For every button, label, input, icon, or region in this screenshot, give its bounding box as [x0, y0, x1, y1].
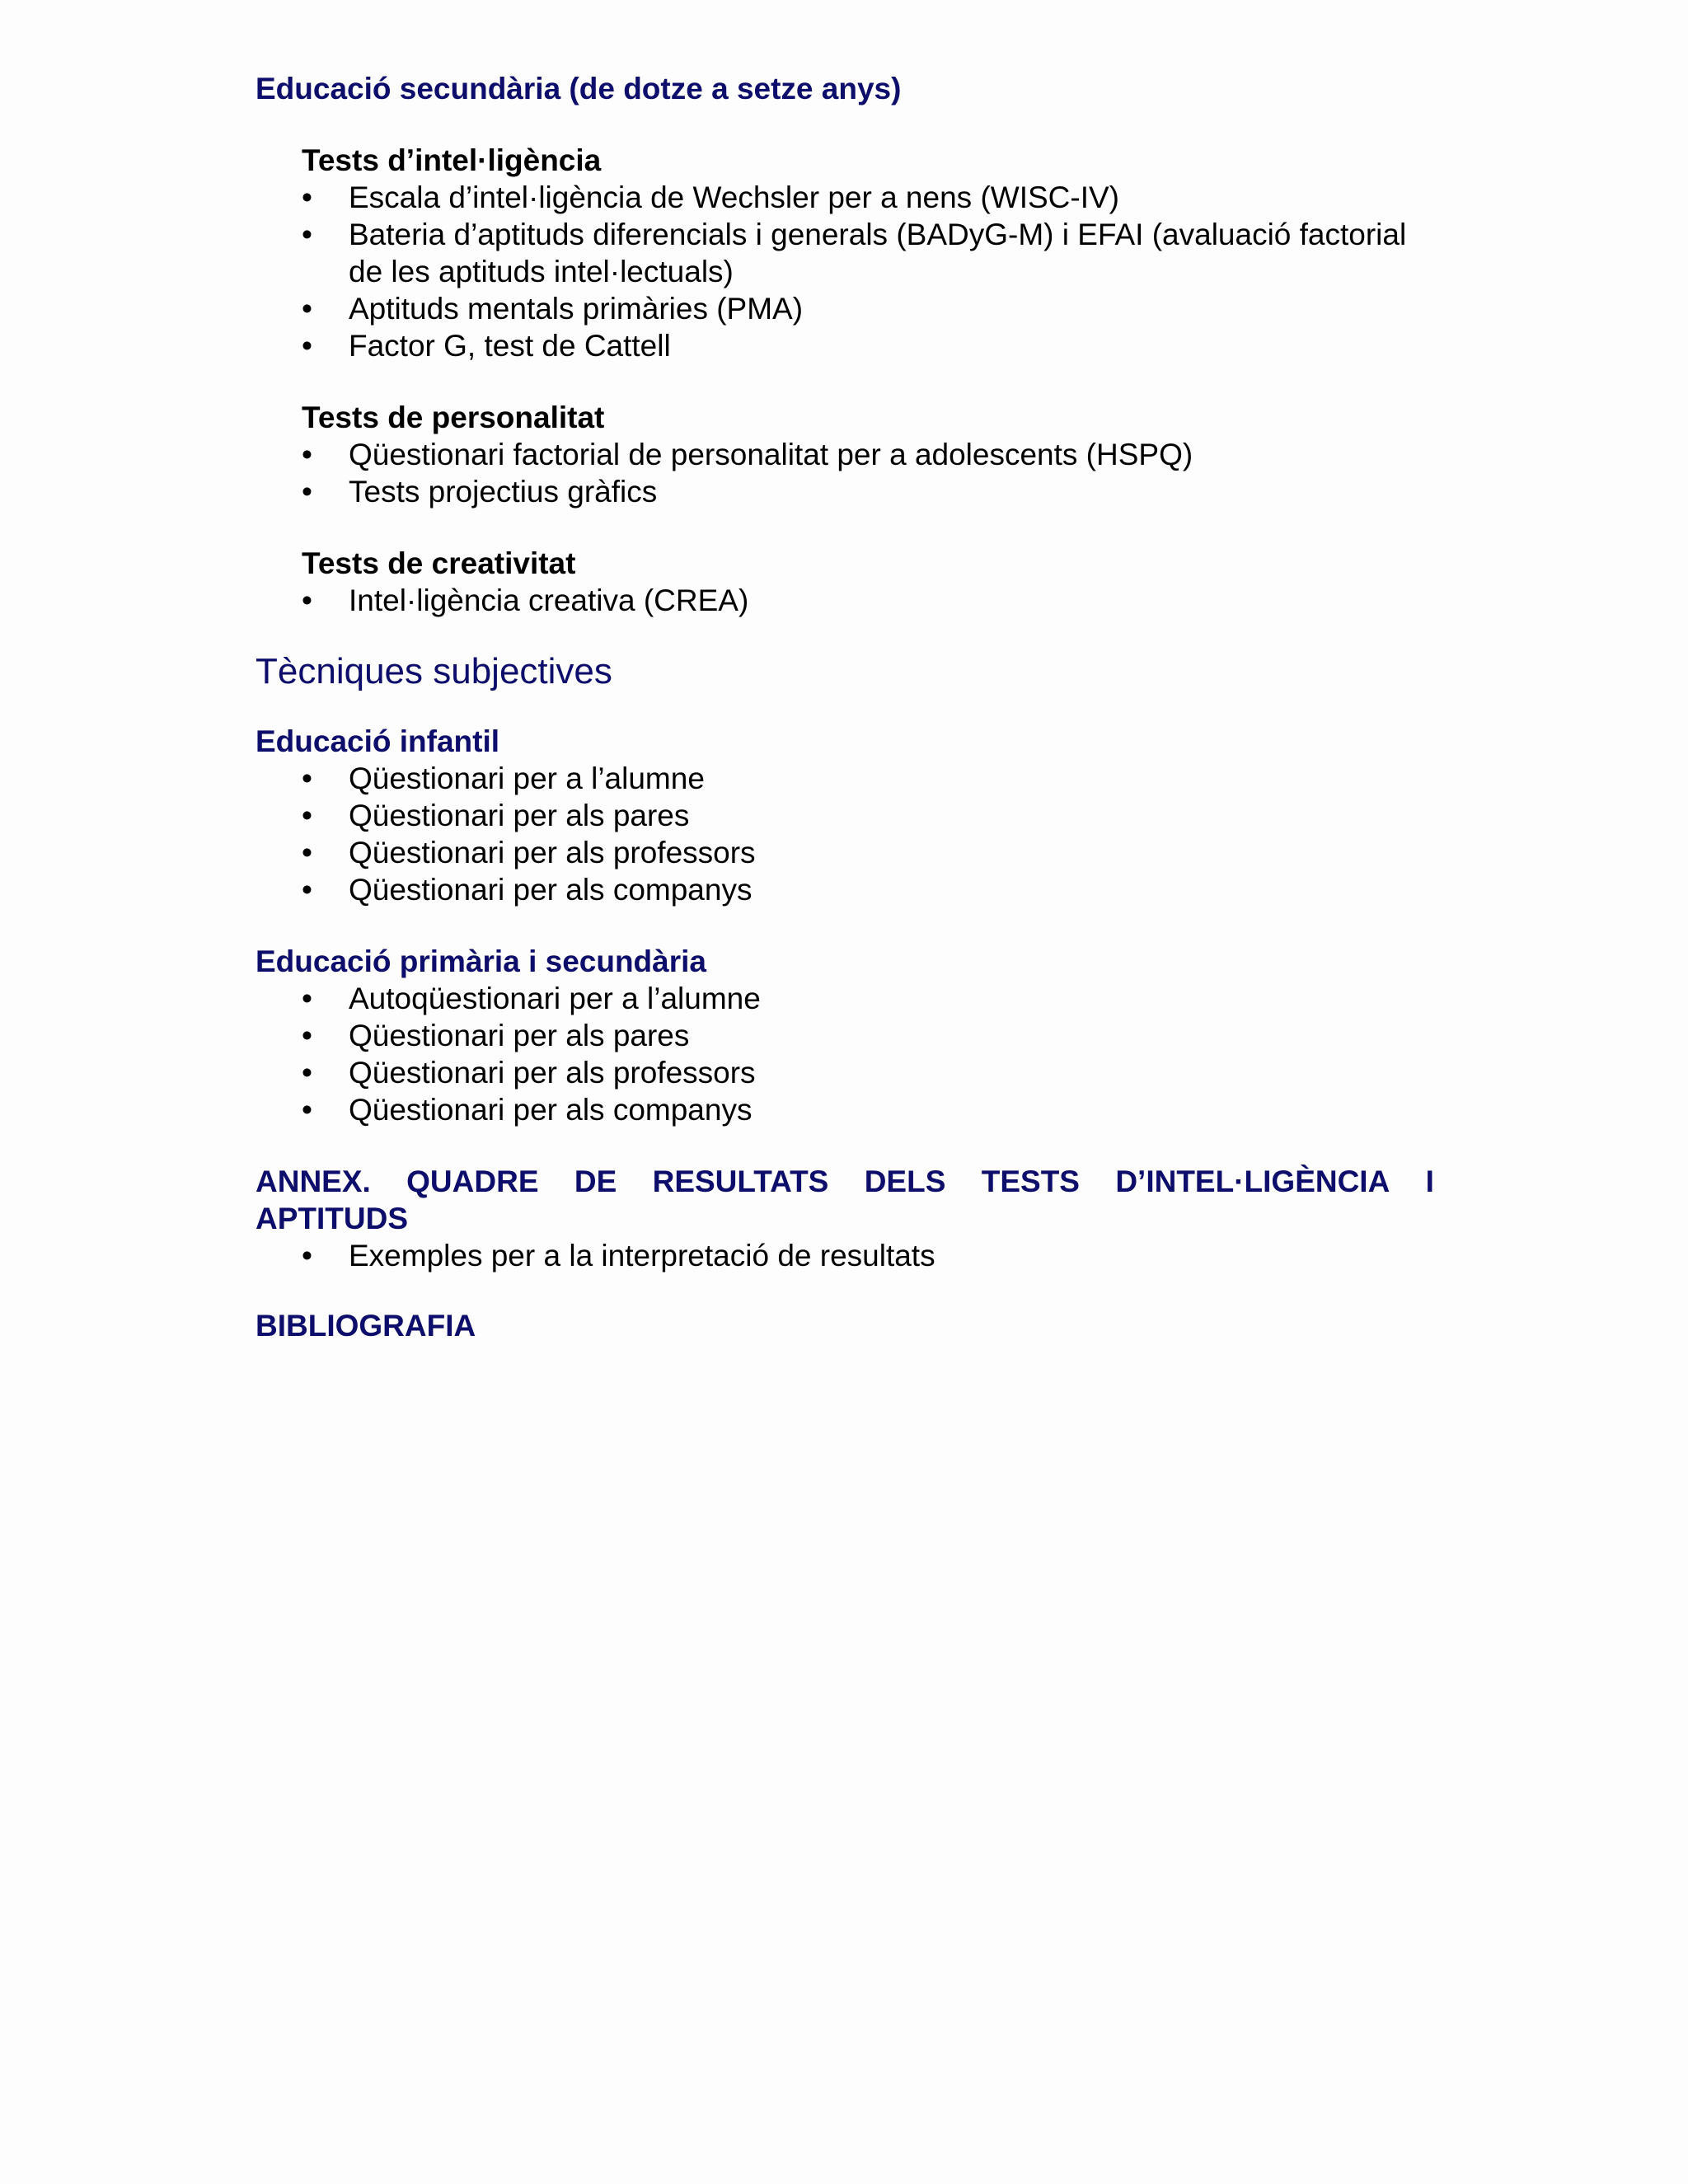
bibliography-heading: BIBLIOGRAFIA: [256, 1309, 476, 1343]
bullet-icon: •: [302, 475, 312, 509]
bullet-icon: •: [302, 292, 312, 326]
list-item: • Escala d’intel·ligència de Wechsler per a nens (WISC-IV): [302, 180, 1119, 214]
bullet-icon: •: [302, 218, 312, 251]
bullet-icon: •: [302, 836, 312, 869]
list-item: • Qüestionari per als companys: [302, 1093, 753, 1127]
bullet-icon: •: [302, 982, 312, 1015]
bullet-icon: •: [302, 799, 312, 832]
list-item: • Bateria d’aptituds diferencials i generals (BADyG-M) i EFAI (avaluació factorial de les aptituds intel·lectuals): [302, 218, 1407, 288]
annex-heading-line1: ANNEX. QUADRE DE RESULTATS DELS TESTS D’INTEL·LIGÈNCIA I: [256, 1165, 1434, 1198]
list-item: • Autoqüestionari per a l’alumne: [302, 982, 761, 1015]
list-item: • Intel·ligència creativa (CREA): [302, 583, 749, 617]
section-title-secundaria: Educació secundària (de dotze a setze anys): [256, 72, 902, 105]
group-title-personality: Tests de personalitat: [302, 401, 605, 434]
subsection-title-primaria: Educació primària i secundària: [256, 944, 706, 978]
list-item: • Qüestionari per als pares: [302, 1019, 690, 1052]
creativity-list: [256, 582, 1434, 619]
bullet-icon: •: [302, 583, 312, 617]
bullet-icon: •: [302, 762, 312, 795]
list-item: • Aptituds mentals primàries (PMA): [302, 292, 804, 326]
primaria-list: [256, 980, 1434, 1128]
group-title-intelligence: Tests d’intel·ligència: [302, 143, 602, 177]
annex-list: [256, 1237, 1434, 1274]
list-item: • Qüestionari per als professors: [302, 1056, 756, 1090]
annex-heading-line2: APTITUDS: [256, 1202, 408, 1235]
bullet-icon: •: [302, 1239, 312, 1272]
bullet-icon: •: [302, 1019, 312, 1052]
document-page: [256, 70, 1434, 1344]
section-title-subjective: Tècniques subjectives: [256, 651, 612, 691]
list-item: • Qüestionari per als professors: [302, 836, 756, 869]
bullet-icon: •: [302, 180, 312, 214]
annex-heading: [256, 1163, 1434, 1237]
infantil-list: [256, 760, 1434, 908]
bullet-icon: •: [302, 329, 312, 363]
bullet-icon: •: [302, 1093, 312, 1127]
list-item: • Qüestionari per als companys: [302, 873, 753, 907]
subsection-title-infantil: Educació infantil: [256, 724, 500, 758]
list-item: • Qüestionari per a l’alumne: [302, 762, 705, 795]
list-item: • Exemples per a la interpretació de resultats: [302, 1239, 935, 1272]
list-item: • Qüestionari factorial de personalitat per a adolescents (HSPQ): [302, 438, 1193, 471]
list-item: • Factor G, test de Cattell: [302, 329, 671, 363]
list-item: • Tests projectius gràfics: [302, 475, 658, 509]
intelligence-list: [256, 179, 1434, 364]
personality-list: [256, 436, 1434, 510]
list-item: • Qüestionari per als pares: [302, 799, 690, 832]
bullet-icon: •: [302, 873, 312, 907]
bullet-icon: •: [302, 438, 312, 471]
bullet-icon: •: [302, 1056, 312, 1090]
group-title-creativity: Tests de creativitat: [302, 546, 576, 580]
